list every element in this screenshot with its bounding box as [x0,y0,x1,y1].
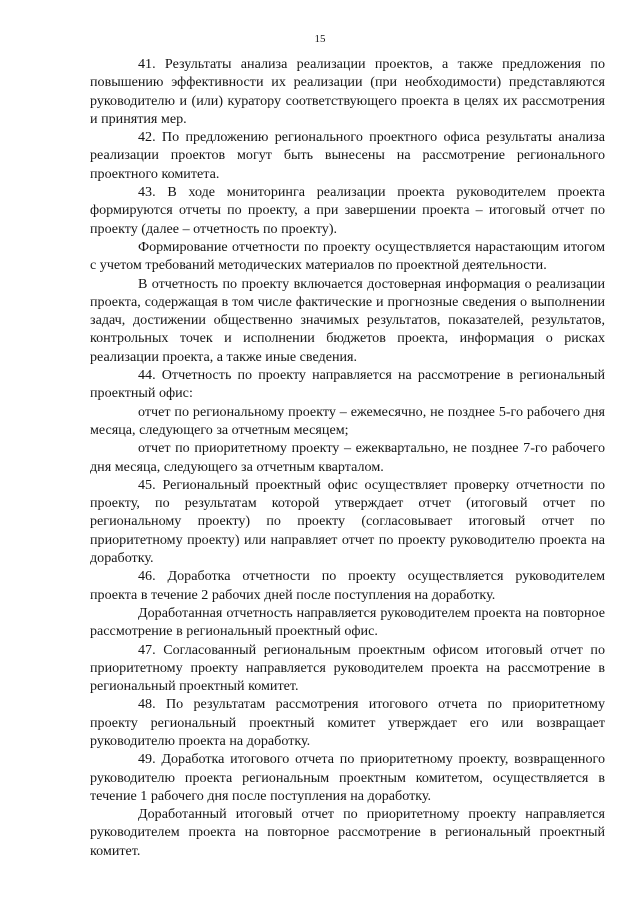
document-body [90,55,605,860]
paragraph-46: 46. Доработка отчетности по проекту осуществляется руководителем проекта в течение 2 рабочих дней после поступления на доработку. [90,568,605,603]
page-number: 15 [314,33,326,45]
paragraph-44: 44. Отчетность по проекту направляется на рассмотрение в региональный проектный офис: [90,367,605,402]
paragraph-priority-report: отчет по приоритетному проекту – ежеквартально, не позднее 7-го рабочего дня месяца, следующего за отчетным кварталом. [90,440,605,475]
paragraph-43: 43. В ходе мониторинга реализации проекта руководителем проекта формируются отчеты по проекту, а при завершении проекта – итоговый отчет по проекту (далее – отчетность по проекту). [90,184,605,237]
paragraph-revised-final-report: Доработанный итоговый отчет по приоритетному проекту направляется руководителем проекта на повторное рассмотрение в региональный проектный комитет. [90,806,605,859]
paragraph-45: 45. Региональный проектный офис осуществляет проверку отчетности по проекту, по результатам которой утверждает отчет (итоговый отчет по региональному проекту) по проекту (согласовывает итоговый отчет по приоритетному проекту) или направляет отчет по проекту руководителю проекта на доработку. [90,476,605,567]
paragraph-47: 47. Согласованный региональным проектным офисом итоговый отчет по приоритетному проекту направляется руководителем проекта на рассмотрение в региональный проектный комитет. [90,641,605,695]
paragraph-41: 41. Результаты анализа реализации проектов, а также предложения по повышению эффективности их реализации (при необходимости) представляются руководителю и (или) куратору соответствующего проекта в целях их рассмотрения и принятия мер. [90,56,605,127]
paragraph-42: 42. По предложению регионального проектного офиса результаты анализа реализации проектов могут быть вынесены на рассмотрение регионального проектного комитета. [90,129,605,182]
paragraph-regional-report: отчет по региональному проекту – ежемесячно, не позднее 5-го рабочего дня месяца, следующего за отчетным месяцем; [90,403,605,438]
paragraph-49: 49. Доработка итогового отчета по приоритетному проекту, возвращенного руководителю проекта региональным проектным комитетом, осуществляется в течение 1 рабочего дня после поступления на доработку. [90,751,605,804]
paragraph-reporting-formation: Формирование отчетности по проекту осуществляется нарастающим итогом с учетом требований методических материалов по проектной деятельности. [90,238,605,274]
paragraph-revised-reporting: Доработанная отчетность направляется руководителем проекта на повторное рассмотрение в региональный проектный офис. [90,604,605,640]
paragraph-reporting-contents: В отчетность по проекту включается достоверная информация о реализации проекта, содержащая в том числе фактические и прогнозные сведения о выполнении задач, достижении общественно значимых результатов, показателей, результатов, контрольных точек и исполнении бюджетов проекта, информация о рисках реализации проекта, а также иные сведения. [90,275,605,365]
paragraph-48: 48. По результатам рассмотрения итогового отчета по приоритетному проекту региональный проектный комитет утверждает его или возвращает руководителю проекта на доработку. [90,696,605,749]
